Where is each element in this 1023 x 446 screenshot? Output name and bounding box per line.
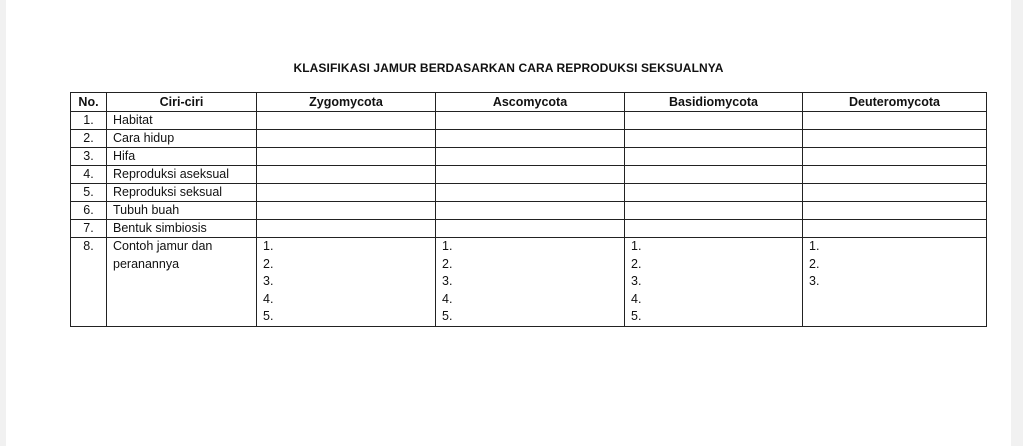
cell-deuteromycota-examples [803, 238, 987, 327]
document-title: KLASIFIKASI JAMUR BERDASARKAN CARA REPRODUKSI SEKSUALNYA [293, 61, 724, 75]
table-row [71, 184, 987, 202]
row-number: 2. [71, 130, 107, 148]
cell-basidiomycota [625, 184, 803, 202]
example-number: 2. [631, 256, 642, 271]
row-number: 8. [71, 238, 107, 327]
row-characteristic: Reproduksi aseksual [107, 166, 257, 184]
cell-basidiomycota-examples [625, 238, 803, 327]
cell-zygomycota [257, 148, 436, 166]
example-number: 5. [631, 309, 642, 323]
classification-table [70, 92, 987, 327]
table-row [71, 148, 987, 166]
cell-zygomycota [257, 220, 436, 238]
example-number: 1. [263, 239, 274, 253]
example-number: 5. [442, 309, 453, 323]
example-number: 4. [442, 291, 453, 306]
cell-deuteromycota [803, 220, 987, 238]
example-number: 2. [442, 256, 453, 271]
header-ascomycota: Ascomycota [436, 93, 625, 112]
header-deuteromycota: Deuteromycota [803, 93, 987, 112]
cell-zygomycota [257, 130, 436, 148]
example-number: 4. [263, 291, 274, 306]
cell-basidiomycota [625, 148, 803, 166]
cell-deuteromycota [803, 112, 987, 130]
table-row [71, 220, 987, 238]
cell-ascomycota [436, 112, 625, 130]
cell-ascomycota-examples [436, 238, 625, 327]
example-number: 1. [442, 239, 453, 253]
row-number: 4. [71, 166, 107, 184]
row-characteristic: Tubuh buah [107, 202, 257, 220]
row-number: 5. [71, 184, 107, 202]
row-characteristic: Bentuk simbiosis [107, 220, 257, 238]
cell-basidiomycota [625, 166, 803, 184]
characteristic-line: Contoh jamur dan [113, 239, 213, 253]
cell-deuteromycota [803, 184, 987, 202]
example-number: 1. [809, 239, 820, 253]
cell-ascomycota [436, 148, 625, 166]
example-number: 4. [631, 291, 642, 306]
row-number: 7. [71, 220, 107, 238]
cell-deuteromycota [803, 166, 987, 184]
cell-basidiomycota [625, 130, 803, 148]
example-number: 2. [263, 256, 274, 271]
cell-basidiomycota [625, 112, 803, 130]
header-basidiomycota: Basidiomycota [625, 93, 803, 112]
cell-zygomycota [257, 166, 436, 184]
cell-zygomycota [257, 184, 436, 202]
row-number: 3. [71, 148, 107, 166]
row-number: 6. [71, 202, 107, 220]
cell-ascomycota [436, 166, 625, 184]
cell-basidiomycota [625, 220, 803, 238]
table-row [71, 166, 987, 184]
cell-basidiomycota [625, 202, 803, 220]
cell-deuteromycota [803, 130, 987, 148]
row-characteristic: Hifa [107, 148, 257, 166]
cell-deuteromycota [803, 202, 987, 220]
example-number: 5. [263, 309, 274, 323]
row-characteristic: Cara hidup [107, 130, 257, 148]
cell-ascomycota [436, 220, 625, 238]
cell-ascomycota [436, 184, 625, 202]
cell-ascomycota [436, 202, 625, 220]
example-number: 3. [809, 274, 820, 288]
row-characteristic: Reproduksi seksual [107, 184, 257, 202]
document-page [6, 0, 1011, 446]
row-characteristic: Habitat [107, 112, 257, 130]
header-zygomycota: Zygomycota [257, 93, 436, 112]
example-number: 3. [442, 274, 453, 288]
table-row-examples [71, 238, 987, 327]
example-number: 1. [631, 239, 642, 253]
table-row [71, 202, 987, 220]
cell-ascomycota [436, 130, 625, 148]
table-row [71, 130, 987, 148]
example-number: 2. [809, 256, 820, 271]
header-ciri-ciri: Ciri-ciri [107, 93, 257, 112]
example-number: 3. [263, 274, 274, 288]
example-number: 3. [631, 274, 642, 288]
characteristic-line: peranannya [113, 256, 180, 271]
table-header-row [71, 93, 987, 112]
cell-deuteromycota [803, 148, 987, 166]
header-no: No. [71, 93, 107, 112]
row-characteristic [107, 238, 257, 327]
row-number: 1. [71, 112, 107, 130]
cell-zygomycota-examples [257, 238, 436, 327]
cell-zygomycota [257, 202, 436, 220]
table-row [71, 112, 987, 130]
cell-zygomycota [257, 112, 436, 130]
